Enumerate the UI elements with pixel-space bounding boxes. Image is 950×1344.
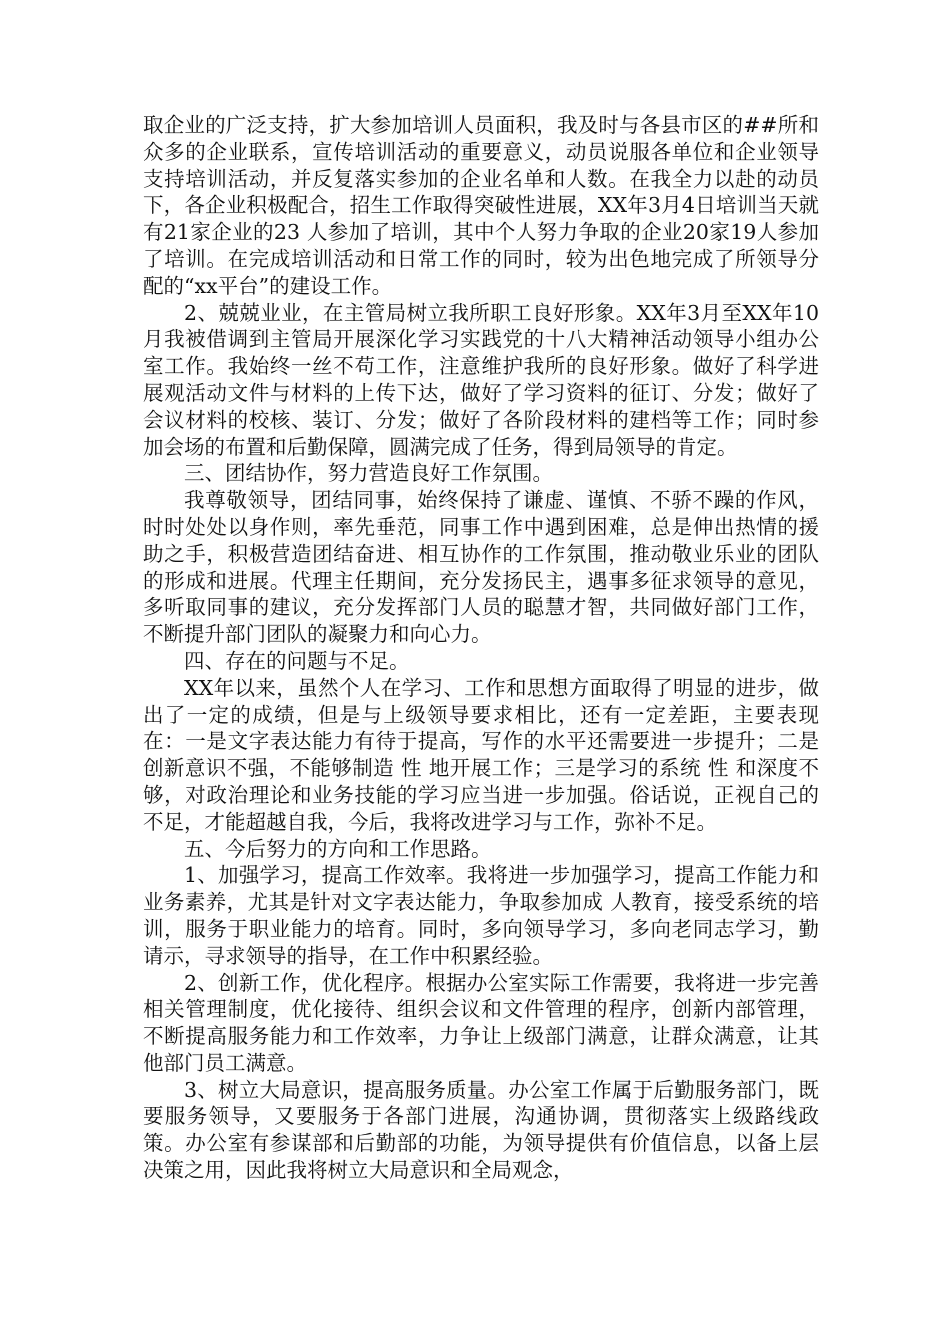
paragraph-2: 2、兢兢业业，在主管局树立我所职工良好形象。XX年3月至XX年10月我被借调到主管局开展深化学习实践党的十八大精神活动领导小组办公室工作。我始终一丝不苟工作，注意维护我所的良好形象。做好了科学进展观活动文件与材料的上传下达，做好了学习资料的征订、分发；做好了会议材料的校核、装订、分发；做好了各阶段材料的建档等工作；同时参加会场的布置和后勤保障，圆满完成了任务，得到局领导的肯定。 bbox=[143, 300, 819, 459]
section-heading-5: 五、今后努力的方向和工作思路。 bbox=[184, 836, 492, 861]
section-heading-3: 三、团结协作，努力营造良好工作氛围。 bbox=[184, 461, 553, 486]
paragraph-8: 1、加强学习，提高工作效率。我将进一步加强学习，提高工作能力和业务素养，尤其是针对文字表达能力，争取参加成 人教育，接受系统的培训，服务于职业能力的培育。同时，多向领导学习，多向老同志学习，勤请示，寻求领导的指导，在工作中积累经验。 bbox=[143, 863, 819, 968]
paragraph-9: 2、创新工作，优化程序。根据办公室实际工作需要，我将进一步完善相关管理制度，优化接待、组织会议和文件管理的程序，创新内部管理，不断提高服务能力和工作效率，力争让上级部门满意，让群众满意，让其他部门员工满意。 bbox=[143, 970, 819, 1075]
paragraph-1: 取企业的广泛支持，扩大参加培训人员面积，我及时与各县市区的##所和众多的企业联系，宣传培训活动的重要意义，动员说服各单位和企业领导支持培训活动，并反复落实参加的企业名单和人数。在我全力以赴的动员下，各企业积极配合，招生工作取得突破性进展，XX年3月4日培训当天就有21家企业的23 人参加了培训，其中个人努力争取的企业20家19人参加了培训。在完成培训活动和日常工作的同时，较为出色地完成了所领导分配的“xx平台”的建设工作。 bbox=[143, 113, 819, 298]
paragraph-6: XX年以来，虽然个人在学习、工作和思想方面取得了明显的进步，做出了一定的成绩，但是与上级领导要求相比，还有一定差距，主要表现在：一是文字表达能力有待于提高，写作的水平还需要进一步提升；二是创新意识不强，不能够制造 性 地开展工作；三是学习的系统 性 和深度不够，对政治理论和业务技能的学习应当进一步加强。俗话说，正视自己的不足，才能超越自我，今后，我将改进学习与工作，弥补不足。 bbox=[143, 675, 819, 834]
paragraph-10: 3、树立大局意识，提高服务质量。办公室工作属于后勤服务部门，既要服务领导，又要服务于各部门进展，沟通协调，贯彻落实上级路线政策。办公室有参谋部和后勤部的功能，为领导提供有价值信息，以备上层决策之用，因此我将树立大局意识和全局观念， bbox=[143, 1077, 819, 1183]
paragraph-4: 我尊敬领导，团结同事，始终保持了谦虚、谨慎、不骄不躁的作风，时时处处以身作则，率先垂范，同事工作中遇到困难，总是伸出热情的援助之手，积极营造团结奋进、相互协作的工作氛围，推动敬业乐业的团队的形成和进展。代理主任期间，充分发扬民主，遇事多征求领导的意见，多听取同事的建议，充分发挥部门人员的聪慧才智，共同做好部门工作，不断提升部门团队的凝聚力和向心力。 bbox=[143, 488, 819, 647]
document-page bbox=[143, 112, 819, 1184]
section-heading-4: 四、存在的问题与不足。 bbox=[184, 648, 410, 673]
